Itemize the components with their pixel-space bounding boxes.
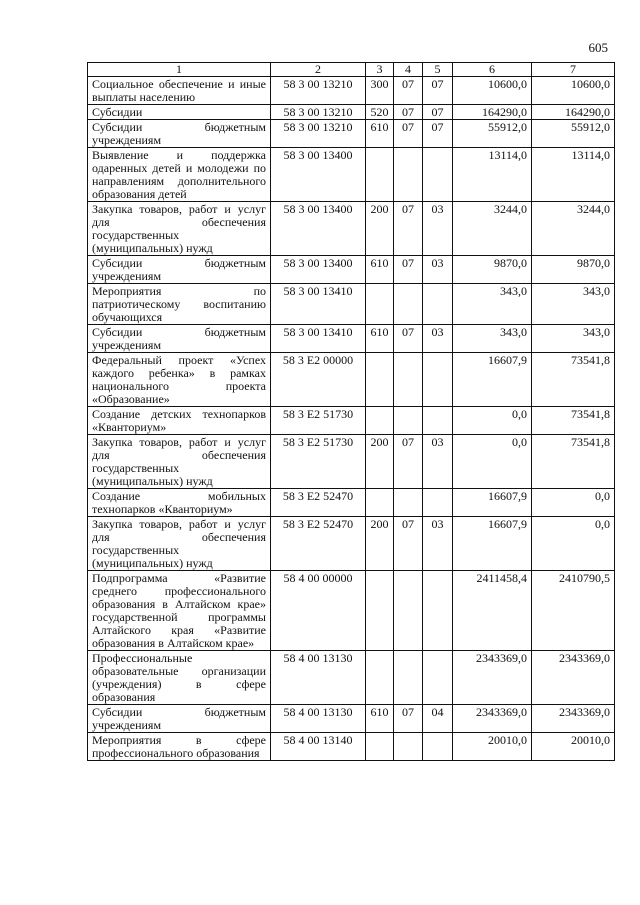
table-row (88, 571, 615, 651)
expense-type-code: 200 (366, 435, 394, 489)
amount-column-7: 20010,0 (532, 733, 615, 761)
item-name: Мероприятия в сфере профессионального образования (88, 733, 271, 761)
expense-type-code (366, 651, 394, 705)
column-header: 1 (88, 63, 271, 77)
column-header: 2 (271, 63, 366, 77)
section-code: 07 (394, 435, 423, 489)
amount-column-6: 343,0 (453, 284, 532, 325)
target-article-code: 58 3 00 13410 (271, 325, 366, 353)
header-row (88, 63, 615, 77)
section-code: 07 (394, 256, 423, 284)
target-article-code: 58 3 00 13210 (271, 105, 366, 120)
amount-column-7: 0,0 (532, 517, 615, 571)
column-header: 4 (394, 63, 423, 77)
table-row (88, 202, 615, 256)
section-code: 07 (394, 705, 423, 733)
table-row (88, 733, 615, 761)
item-name: Профессиональные образовательные организации (учреждения) в сфере образования (88, 651, 271, 705)
amount-column-6: 0,0 (453, 407, 532, 435)
table-row (88, 435, 615, 489)
subsection-code: 03 (423, 517, 453, 571)
table-row (88, 148, 615, 202)
target-article-code: 58 4 00 13130 (271, 651, 366, 705)
section-code (394, 733, 423, 761)
subsection-code: 07 (423, 77, 453, 105)
amount-column-6: 343,0 (453, 325, 532, 353)
section-code (394, 148, 423, 202)
subsection-code (423, 148, 453, 202)
item-name: Закупка товаров, работ и услуг для обеспечения государственных (муниципальных) нужд (88, 435, 271, 489)
amount-column-6: 16607,9 (453, 489, 532, 517)
expense-type-code (366, 733, 394, 761)
item-name: Мероприятия по патриотическому воспитанию обучающихся (88, 284, 271, 325)
item-name: Субсидии бюджетным учреждениям (88, 705, 271, 733)
expense-type-code: 610 (366, 256, 394, 284)
amount-column-7: 73541,8 (532, 435, 615, 489)
amount-column-7: 2343369,0 (532, 651, 615, 705)
table-row (88, 120, 615, 148)
table-body (88, 77, 615, 761)
item-name: Создание детских технопарков «Кванториум» (88, 407, 271, 435)
expense-type-code (366, 489, 394, 517)
section-code: 07 (394, 517, 423, 571)
subsection-code (423, 284, 453, 325)
target-article-code: 58 3 00 13400 (271, 148, 366, 202)
section-code: 07 (394, 77, 423, 105)
budget-table (87, 62, 615, 761)
table-row (88, 325, 615, 353)
amount-column-6: 2343369,0 (453, 651, 532, 705)
amount-column-7: 343,0 (532, 284, 615, 325)
item-name: Субсидии бюджетным учреждениям (88, 256, 271, 284)
subsection-code (423, 733, 453, 761)
target-article-code: 58 3 Е2 51730 (271, 407, 366, 435)
item-name: Социальное обеспечение и иные выплаты населению (88, 77, 271, 105)
amount-column-6: 10600,0 (453, 77, 532, 105)
amount-column-6: 16607,9 (453, 517, 532, 571)
amount-column-6: 20010,0 (453, 733, 532, 761)
section-code: 07 (394, 325, 423, 353)
item-name: Создание мобильных технопарков «Кванториум» (88, 489, 271, 517)
item-name: Федеральный проект «Успех каждого ребенка» в рамках национального проекта «Образование» (88, 353, 271, 407)
target-article-code: 58 3 Е2 51730 (271, 435, 366, 489)
table-row (88, 517, 615, 571)
item-name: Субсидии бюджетным учреждениям (88, 120, 271, 148)
section-code (394, 489, 423, 517)
amount-column-6: 2343369,0 (453, 705, 532, 733)
table-row (88, 256, 615, 284)
target-article-code: 58 3 00 13210 (271, 77, 366, 105)
amount-column-7: 10600,0 (532, 77, 615, 105)
expense-type-code (366, 353, 394, 407)
amount-column-7: 343,0 (532, 325, 615, 353)
expense-type-code (366, 571, 394, 651)
amount-column-7: 3244,0 (532, 202, 615, 256)
item-name: Закупка товаров, работ и услуг для обеспечения государственных (муниципальных) нужд (88, 517, 271, 571)
amount-column-7: 73541,8 (532, 353, 615, 407)
amount-column-7: 55912,0 (532, 120, 615, 148)
target-article-code: 58 3 Е2 52470 (271, 489, 366, 517)
table-row (88, 489, 615, 517)
subsection-code: 03 (423, 256, 453, 284)
page-number: 605 (588, 40, 608, 55)
expense-type-code: 200 (366, 202, 394, 256)
amount-column-6: 9870,0 (453, 256, 532, 284)
target-article-code: 58 4 00 13130 (271, 705, 366, 733)
expense-type-code: 610 (366, 120, 394, 148)
expense-type-code: 610 (366, 705, 394, 733)
target-article-code: 58 3 Е2 52470 (271, 517, 366, 571)
amount-column-7: 73541,8 (532, 407, 615, 435)
amount-column-6: 164290,0 (453, 105, 532, 120)
subsection-code (423, 407, 453, 435)
amount-column-6: 55912,0 (453, 120, 532, 148)
target-article-code: 58 3 00 13400 (271, 202, 366, 256)
section-code: 07 (394, 202, 423, 256)
expense-type-code (366, 407, 394, 435)
subsection-code: 03 (423, 202, 453, 256)
table-row (88, 77, 615, 105)
target-article-code: 58 3 00 13210 (271, 120, 366, 148)
section-code: 07 (394, 120, 423, 148)
column-header: 6 (453, 63, 532, 77)
item-name: Субсидии (88, 105, 271, 120)
amount-column-7: 0,0 (532, 489, 615, 517)
amount-column-7: 2343369,0 (532, 705, 615, 733)
expense-type-code: 300 (366, 77, 394, 105)
amount-column-7: 2410790,5 (532, 571, 615, 651)
item-name: Субсидии бюджетным учреждениям (88, 325, 271, 353)
item-name: Подпрограмма «Развитие среднего профессионального образования в Алтайском крае» государственной программы Алтайского края «Развитие образования в Алтайском крае» (88, 571, 271, 651)
column-header: 7 (532, 63, 615, 77)
target-article-code: 58 4 00 00000 (271, 571, 366, 651)
expense-type-code (366, 284, 394, 325)
section-code (394, 407, 423, 435)
amount-column-6: 2411458,4 (453, 571, 532, 651)
table-row (88, 651, 615, 705)
expense-type-code: 200 (366, 517, 394, 571)
section-code (394, 353, 423, 407)
subsection-code (423, 651, 453, 705)
item-name: Выявление и поддержка одаренных детей и молодежи по направлениям дополнительного образования детей (88, 148, 271, 202)
table-row (88, 407, 615, 435)
target-article-code: 58 3 00 13410 (271, 284, 366, 325)
amount-column-7: 13114,0 (532, 148, 615, 202)
table-row (88, 284, 615, 325)
subsection-code: 03 (423, 325, 453, 353)
amount-column-7: 9870,0 (532, 256, 615, 284)
target-article-code: 58 3 00 13400 (271, 256, 366, 284)
amount-column-6: 13114,0 (453, 148, 532, 202)
expense-type-code (366, 148, 394, 202)
subsection-code (423, 353, 453, 407)
item-name: Закупка товаров, работ и услуг для обеспечения государственных (муниципальных) нужд (88, 202, 271, 256)
section-code: 07 (394, 105, 423, 120)
column-header: 3 (366, 63, 394, 77)
subsection-code: 03 (423, 435, 453, 489)
table-row (88, 105, 615, 120)
amount-column-7: 164290,0 (532, 105, 615, 120)
table-row (88, 705, 615, 733)
subsection-code (423, 489, 453, 517)
target-article-code: 58 3 Е2 00000 (271, 353, 366, 407)
subsection-code: 07 (423, 120, 453, 148)
section-code (394, 651, 423, 705)
subsection-code: 04 (423, 705, 453, 733)
amount-column-6: 3244,0 (453, 202, 532, 256)
amount-column-6: 0,0 (453, 435, 532, 489)
column-header: 5 (423, 63, 453, 77)
expense-type-code: 520 (366, 105, 394, 120)
amount-column-6: 16607,9 (453, 353, 532, 407)
subsection-code (423, 571, 453, 651)
target-article-code: 58 4 00 13140 (271, 733, 366, 761)
table-row (88, 353, 615, 407)
subsection-code: 07 (423, 105, 453, 120)
expense-type-code: 610 (366, 325, 394, 353)
section-code (394, 284, 423, 325)
section-code (394, 571, 423, 651)
